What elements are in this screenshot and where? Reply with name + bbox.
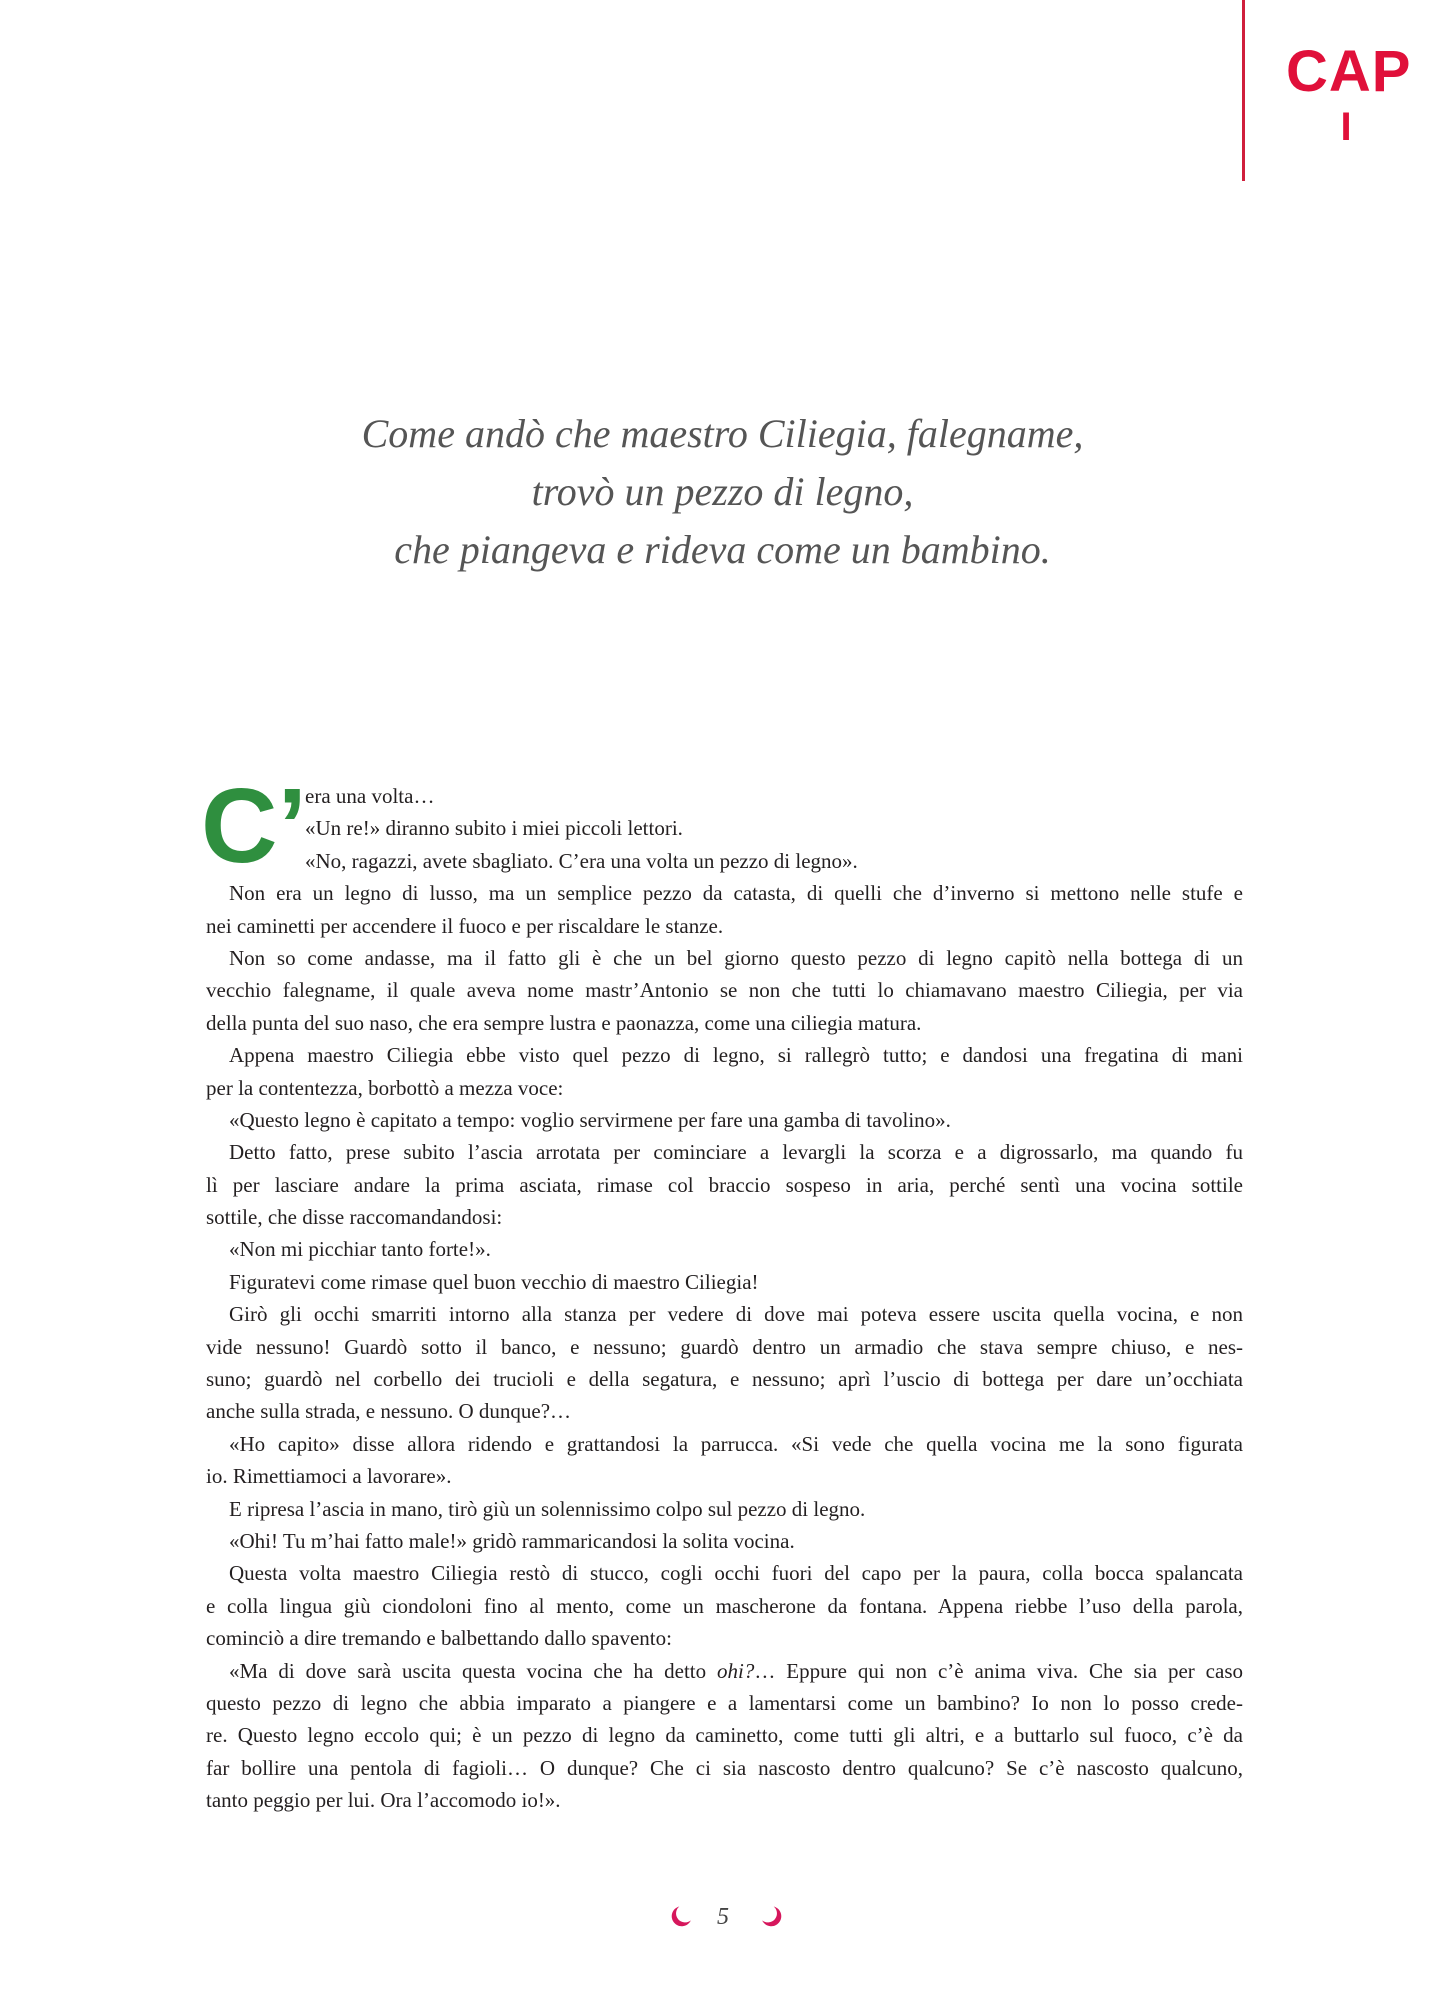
paragraph bbox=[206, 1136, 1243, 1233]
subtitle-line: che piangeva e rideva come un bambino. bbox=[394, 527, 1051, 572]
text-line: lì per lasciare andare la prima asciata, rimase col braccio sospeso in aria, perché sentì una vocina sottile bbox=[206, 1172, 1243, 1197]
paragraph bbox=[206, 942, 1243, 1039]
text-line: «Non mi picchiar tanto forte!». bbox=[229, 1237, 491, 1262]
chapter-label: CAP bbox=[1286, 39, 1412, 104]
paragraph bbox=[206, 1428, 1243, 1493]
text-line: cominciò a dire tremando e balbettando dallo spavento: bbox=[206, 1626, 672, 1651]
paragraph bbox=[206, 1493, 1243, 1525]
paragraph bbox=[206, 877, 1243, 942]
paragraph bbox=[206, 1039, 1243, 1104]
paragraph bbox=[206, 1655, 1243, 1817]
text-line: della punta del suo naso, che era sempre lustra e paonazza, come una ciliegia matura. bbox=[206, 1010, 922, 1035]
paragraph bbox=[206, 1233, 1243, 1265]
text-line: sottile, che disse raccomandandosi: bbox=[206, 1205, 503, 1230]
page-footer bbox=[0, 1898, 1445, 1936]
chapter-subtitle bbox=[0, 405, 1445, 579]
text-line: re. Questo legno eccolo qui; è un pezzo di legno da caminetto, come tutti gli altri, e a buttarlo sul fuoco, c’è da bbox=[206, 1723, 1243, 1748]
paragraph bbox=[206, 845, 1243, 877]
text-run: ohi? bbox=[717, 1658, 755, 1683]
crescent-icon bbox=[670, 1904, 694, 1928]
paragraph bbox=[206, 1525, 1243, 1557]
text-line: Detto fatto, prese subito l’ascia arrotata per cominciare a levargli la scorza e a digrossarlo, ma quando fu bbox=[229, 1140, 1243, 1165]
text-line bbox=[206, 1655, 1243, 1687]
text-line: Non era un legno di lusso, ma un semplice pezzo da catasta, di quelli che d’inverno si mettono nelle stufe e bbox=[229, 881, 1243, 906]
text-line: Non so come andasse, ma il fatto gli è che un bel giorno questo pezzo di legno capitò nella bottega di un bbox=[229, 945, 1243, 970]
text-line: Figuratevi come rimase quel buon vecchio di maestro Ciliegia! bbox=[229, 1269, 759, 1294]
paragraph bbox=[206, 812, 1243, 844]
text-line: Questa volta maestro Ciliegia restò di stucco, cogli occhi fuori del capo per la paura, colla bocca spalancata bbox=[229, 1561, 1243, 1586]
text-line: vecchio falegname, il quale aveva nome mastr’Antonio se non che tutti lo chiamavano maestro Ciliegia, per via bbox=[206, 978, 1243, 1003]
text-line: questo pezzo di legno che abbia imparato a piangere e a lamentarsi come un bambino? Io non lo posso crede- bbox=[206, 1690, 1243, 1715]
paragraph bbox=[206, 1298, 1243, 1428]
subtitle-line: Come andò che maestro Ciliegia, falegname, bbox=[361, 411, 1084, 456]
text-line: E ripresa l’ascia in mano, tirò giù un solennissimo colpo sul pezzo di legno. bbox=[229, 1496, 866, 1521]
chapter-number: I bbox=[1340, 105, 1352, 149]
page-number: 5 bbox=[717, 1904, 729, 1930]
text-run: «Ma di dove sarà uscita questa vocina che ha detto bbox=[229, 1658, 718, 1683]
text-line: vide nessuno! Guardò sotto il banco, e nessuno; guardò dentro un armadio che stava sempre chiuso, e nes- bbox=[206, 1334, 1243, 1359]
text-line: anche sulla strada, e nessuno. O dunque?… bbox=[206, 1399, 572, 1424]
text-line: «Ho capito» disse allora ridendo e grattandosi la parrucca. «Si vede che quella vocina me la sono figurata bbox=[229, 1431, 1243, 1456]
text-line: Appena maestro Ciliegia ebbe visto quel pezzo di legno, si rallegrò tutto; e dandosi una fregatina di mani bbox=[229, 1043, 1243, 1068]
crescent-icon bbox=[759, 1904, 783, 1928]
drop-cap: C’ bbox=[201, 767, 307, 885]
text-line: suno; guardò nel corbello dei trucioli e della segatura, e nessuno; aprì l’uscio di bottega per dare un’occhiata bbox=[206, 1367, 1243, 1392]
paragraph bbox=[206, 1557, 1243, 1654]
text-line: era una volta… bbox=[305, 784, 435, 808]
text-line: «Ohi! Tu m’hai fatto male!» gridò rammaricandosi la solita vocina. bbox=[229, 1528, 795, 1553]
text-line: per la contentezza, borbottò a mezza voce: bbox=[206, 1075, 564, 1100]
text-line: «Questo legno è capitato a tempo: voglio servirmene per fare una gamba di tavolino». bbox=[229, 1107, 951, 1132]
paragraph bbox=[206, 780, 1243, 812]
body-text bbox=[206, 780, 1243, 1817]
text-line: e colla lingua giù ciondoloni fino al mento, come un mascherone da fontana. Appena riebbe l’uso della parola, bbox=[206, 1593, 1243, 1618]
chapter-rule bbox=[1242, 0, 1245, 181]
text-line: io. Rimettiamoci a lavorare». bbox=[206, 1464, 452, 1489]
text-run: … Eppure qui non c’è anima viva. Che sia per caso bbox=[754, 1658, 1243, 1683]
text-line: nei caminetti per accendere il fuoco e per riscaldare le stanze. bbox=[206, 913, 724, 938]
text-line: «Un re!» diranno subito i miei piccoli lettori. bbox=[305, 816, 683, 841]
text-line: tanto peggio per lui. Ora l’accomodo io!». bbox=[206, 1788, 561, 1813]
text-line: «No, ragazzi, avete sbagliato. C’era una volta un pezzo di legno». bbox=[305, 848, 858, 873]
paragraph bbox=[206, 1266, 1243, 1298]
text-line: Girò gli occhi smarriti intorno alla stanza per vedere di dove mai poteva essere uscita quella vocina, e non bbox=[229, 1302, 1243, 1327]
paragraph bbox=[206, 1104, 1243, 1136]
subtitle-line: trovò un pezzo di legno, bbox=[531, 469, 914, 514]
text-line: far bollire una pentola di fagioli… O dunque? Che ci sia nascosto dentro qualcuno? Se c’è nascosto qualcuno, bbox=[206, 1755, 1243, 1780]
